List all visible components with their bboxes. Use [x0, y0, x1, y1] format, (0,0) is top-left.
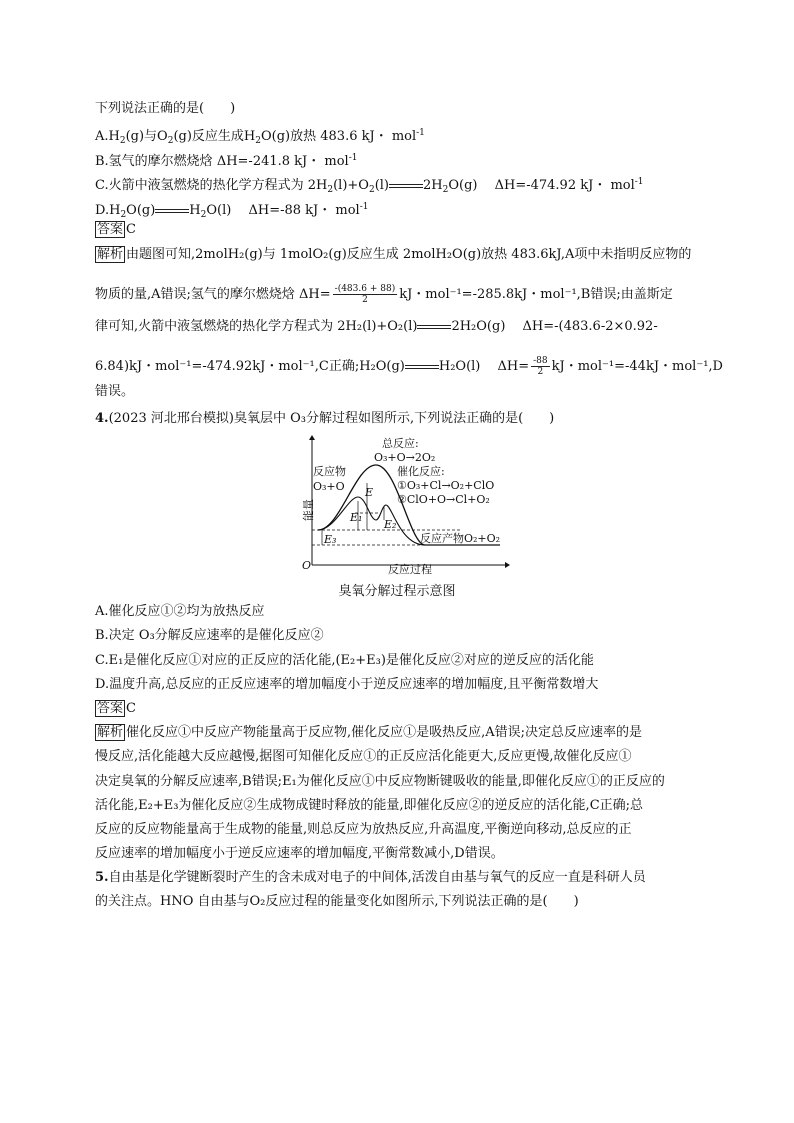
q3-option-c: C.火箭中液氢燃烧的热化学方程式为 $2H_2(l)+O_2(l)$ $2H_2O(g)$ ΔH=-474.92 kJ・ mol$^{-1}$ — [95, 177, 644, 195]
equals-arrow-icon — [405, 362, 439, 372]
analysis-tag: 解析 — [97, 725, 124, 740]
y-axis-arrow-icon — [309, 435, 315, 440]
equals-arrow-icon — [417, 322, 451, 332]
catalysis-reaction-2: ②ClO+O→Cl+O₂ — [397, 493, 490, 506]
q4-stem: 4.(2023 河北邢台模拟)臭氧层中 O₃分解过程如图所示,下列说法正确的是( ) — [95, 411, 555, 426]
total-reaction-title: 总反应: — [382, 437, 419, 450]
q3-answer — [95, 221, 136, 239]
q4-analysis-line-1: 解析 催化反应①中反应产物能量高于反应物,催化反应①是吸热反应,A错误;决定总反应速率的是 — [97, 725, 643, 740]
q4-analysis-line-5: 反应的反应物能量高于生成物的能量,则总反应为放热反应,升高温度,平衡逆向移动,总反应的正 — [95, 822, 632, 837]
q3-stem: 下列说法正确的是( ) — [95, 101, 236, 116]
reactants-label: 反应物 — [313, 465, 346, 478]
answer-tag: 答案 — [97, 701, 124, 716]
e1-label: E₁ — [350, 511, 363, 524]
q4-option-a: A.催化反应①②均为放热反应 — [95, 604, 265, 619]
q4-analysis-line-3: 决定臭氧的分解反应速率,B错误;E₁为催化反应①中反应物断键吸收的能量,即催化反应①的正反应的 — [95, 774, 665, 789]
x-axis-label: 反应过程 — [388, 563, 432, 575]
q4-option-b: B.决定 O₃分解反应速率的是催化反应② — [95, 628, 324, 643]
equals-arrow-icon — [389, 181, 423, 191]
q5-stem-line-2: 的关注点。HNO 自由基与O₂反应过程的能量变化如图所示,下列说法正确的是( ) — [95, 894, 579, 909]
e3-label: E₃ — [324, 533, 337, 546]
q4-analysis-line-4: 活化能,E₂+E₃为催化反应②生成物成键时释放的能量,即催化反应②的逆反应的活化能,C正确;总 — [95, 798, 644, 813]
q3-analysis-line-1: 解析 由题图可知,2molH₂(g)与 1molO₂(g)反应生成 2molH₂O(g)放热 483.6kJ,A项中未指明反应物的 — [97, 247, 692, 262]
q3-analysis-line-5: 错误。 — [95, 384, 135, 399]
q3-option-b: B.氢气的摩尔燃烧焓 ΔH=-241.8 kJ・ mol$^{-1}$ — [95, 153, 358, 169]
q3-analysis-line-2: 物质的量,A错误;氢气的摩尔燃烧焓 ΔH= $\frac{-(483.6 + 88)}{2}$ kJ・mol⁻¹=-285.8kJ・mol⁻¹,B错误;由盖斯定 — [95, 284, 673, 305]
q5-stem-line-1: 5.自由基是化学键断裂时产生的含未成对电子的中间体,活泼自由基与氧气的反应一直是科研人员 — [95, 870, 646, 885]
fraction: $\frac{-88}{2}$ — [533, 356, 548, 377]
products-label: 反应产物O₂+O₂ — [420, 532, 501, 545]
catalysis-title: 催化反应: — [397, 465, 445, 478]
reactants-formula: O₃+O — [313, 480, 345, 493]
figure-caption: 臭氧分解过程示意图 — [338, 584, 456, 599]
q4-option-c: C.E₁是催化反应①对应的正反应的活化能,(E₂+E₃)是催化反应②对应的逆反应的活化能 — [95, 653, 594, 668]
y-axis-label: 能量 — [302, 499, 315, 521]
origin-label: O — [302, 559, 312, 572]
q4-analysis-line-2: 慢反应,活化能越大反应越慢,据图可知催化反应①的正反应活化能更大,反应更慢,故催化反应① — [95, 749, 632, 764]
q4-analysis-line-6: 反应速率的增加幅度小于逆反应速率的增加幅度,平衡常数减小,D错误。 — [95, 846, 504, 861]
q3-analysis-line-4: 6.84)kJ・mol⁻¹=-474.92kJ・mol⁻¹,C正确;H₂O(g) H₂O(l) ΔH= $\frac{-88}{2}$ kJ・mol⁻¹=-44kJ・mol⁻¹,D — [95, 356, 723, 377]
e2-label: E₂ — [384, 518, 397, 531]
answer-tag: 答案 — [97, 222, 124, 237]
q3-option-a: $A.H_2(g)$与$O_2(g)$反应生成$H_2O(g)$放热 483.6 kJ・ mol$^{-1}$ — [95, 128, 425, 146]
answer-value: C — [126, 701, 136, 716]
q3-option-d: $D.H_2O(g)$ $H_2O(l)$ ΔH=-88 kJ・ mol$^{-1}$ — [95, 202, 369, 220]
answer-value: C — [126, 222, 136, 237]
equals-arrow-icon — [155, 206, 189, 216]
q3-analysis-line-3: 律可知,火箭中液氢燃烧的热化学方程式为 2H₂(l)+O₂(l) 2H₂O(g) ΔH=-(483.6-2×0.92- — [95, 319, 658, 334]
x-axis-arrow-icon — [505, 562, 510, 568]
catalysis-reaction-1: ①O₃+Cl→O₂+ClO — [397, 479, 495, 492]
analysis-tag: 解析 — [97, 247, 124, 262]
ozone-decomposition-figure — [300, 435, 510, 575]
total-reaction-equation: O₃+O→2O₂ — [374, 451, 436, 464]
q4-option-d: D.温度升高,总反应的正反应速率的增加幅度小于逆反应速率的增加幅度,且平衡常数增大 — [95, 677, 599, 692]
fraction: $\frac{-(483.6 + 88)}{2}$ — [334, 284, 396, 305]
e-label: E — [365, 486, 374, 499]
q4-answer — [95, 700, 136, 718]
